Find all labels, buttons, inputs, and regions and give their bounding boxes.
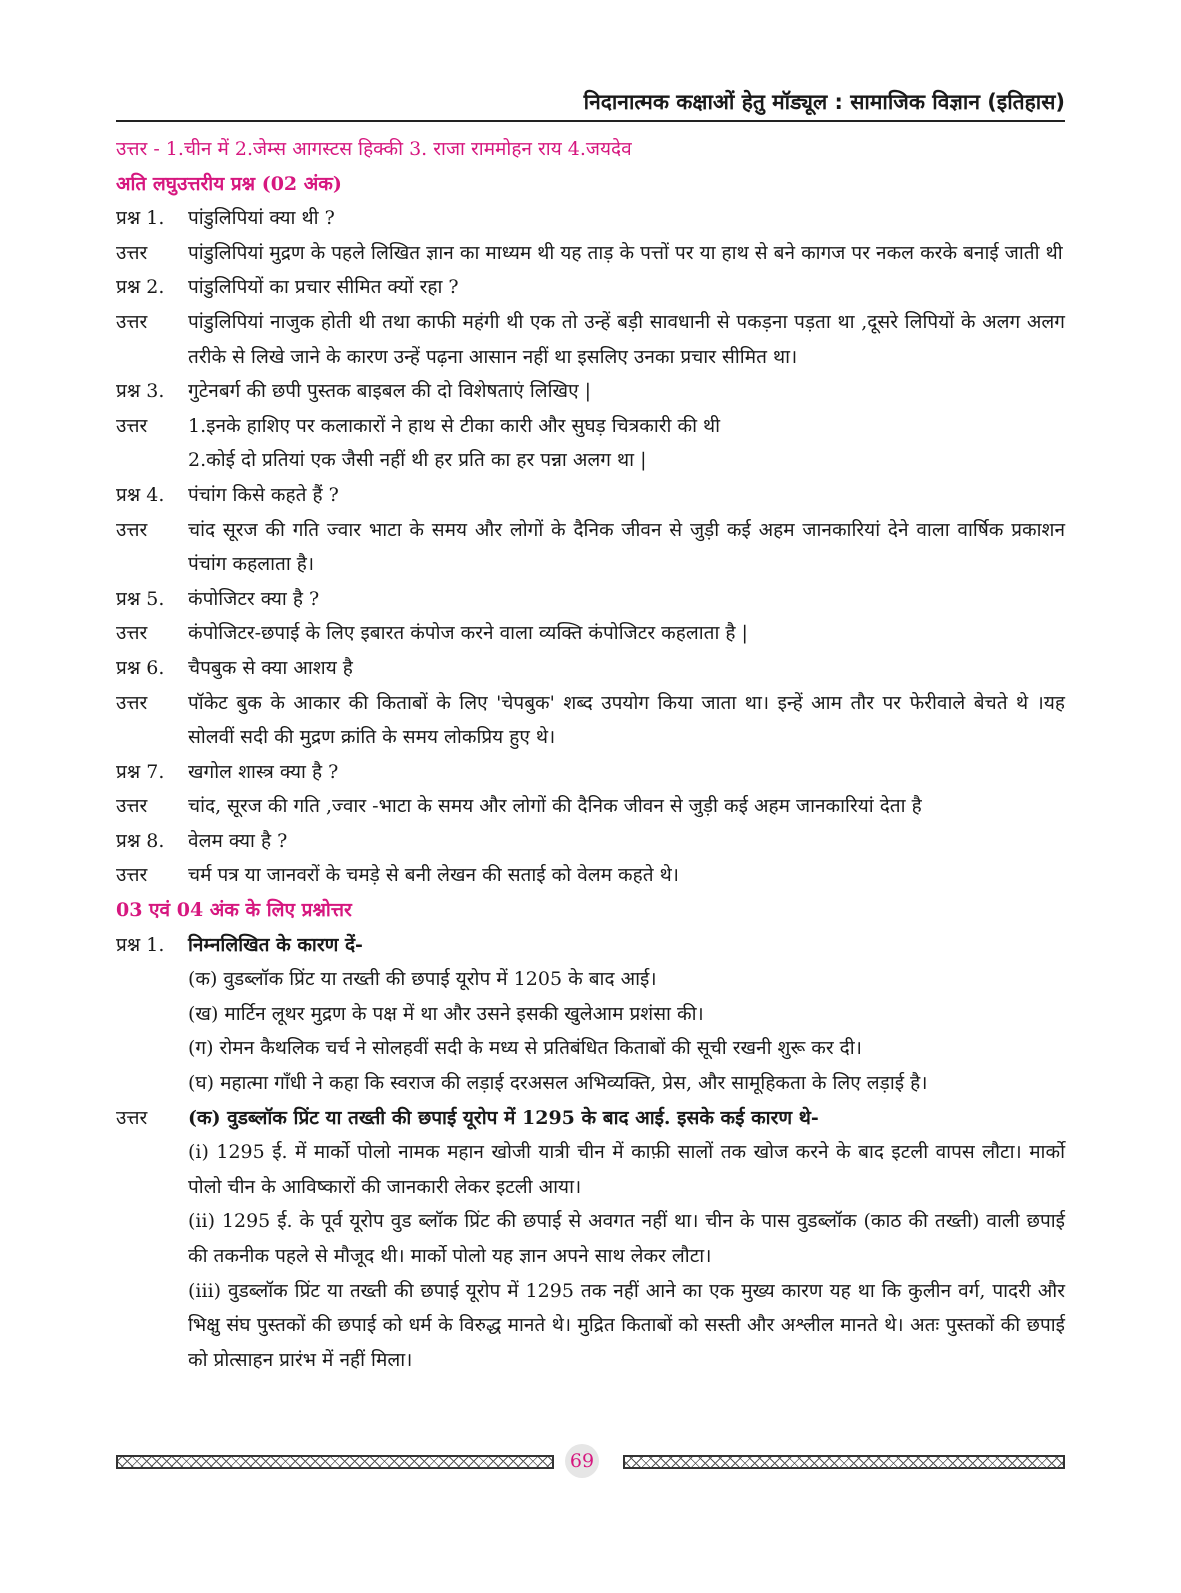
question-text: वेलम क्या है ?	[188, 829, 288, 852]
sub-question: (घ) महात्मा गाँधी ने कहा कि स्वराज की लड़ाई दरअसल अभिव्यक्ति, प्रेस, और सामूहिकता के लिए लड़ाई है।	[188, 1072, 928, 1095]
answer-point: (iii) वुडब्लॉक प्रिंट या तख्ती की छपाई यूरोप में 1295 तक नहीं आने का एक मुख्य कारण यह था कि कुलीन वर्ग, पादरी और भिक्षु संघ पुस्तकों की छपाई को धर्म के विरुद्ध मानते थे। मुद्रित किताबों को सस्ती और अश्लील मानते थे। अतः पुस्तकों की छपाई को प्रोत्साहन प्रारंभ में नहीं मिला।	[188, 1279, 1065, 1371]
question-label: प्रश्न 3.	[116, 380, 165, 403]
question-row	[116, 374, 1065, 409]
answer-key: उत्तर - 1.चीन में 2.जेम्स आगस्टस हिक्की 3. राजा राममोहन राय 4.जयदेव	[116, 138, 632, 160]
answer-text: पॉकेट बुक के आकार की किताबों के लिए 'चेपबुक' शब्द उपयोग किया जाता था। इन्हें आम तौर पर फेरीवाले बेचते थे ।यह सोलवीं सदी की मुद्रण क्रांति के समय लोकप्रिय हुए थे।	[188, 691, 1065, 749]
question-row	[116, 651, 1065, 686]
answer-row	[116, 1101, 1065, 1136]
question-row	[116, 755, 1065, 790]
question-label: प्रश्न 4.	[116, 483, 165, 506]
question-row	[116, 928, 1065, 963]
question-label: प्रश्न 8.	[116, 829, 165, 852]
answer-label: उत्तर	[116, 310, 148, 333]
answer-text: चांद सूरज की गति ज्वार भाटा के समय और लोगों के दैनिक जीवन से जुड़ी कई अहम जानकारियां देने वाला वार्षिक प्रकाशन पंचांग कहलाता है।	[188, 518, 1065, 576]
question-row	[116, 478, 1065, 513]
answer-row	[116, 616, 1065, 651]
answer-label: उत्तर	[116, 518, 148, 541]
answer-row	[116, 789, 1065, 824]
answer-point: (i) 1295 ई. में मार्को पोलो नामक महान खोजी यात्री चीन में काफ़ी सालों तक खोज करने के बाद इटली वापस लौटा। मार्को पोलो चीन के आविष्कारों की जानकारी लेकर इटली आया।	[188, 1141, 1065, 1198]
decorative-border-right	[623, 1455, 1065, 1469]
question-text: पंचांग किसे कहते हैं ?	[188, 483, 339, 506]
question-text: गुटेनबर्ग की छपी पुस्तक बाइबल की दो विशेषताएं लिखिए |	[188, 380, 592, 403]
answer-row	[116, 409, 1065, 444]
answer-row	[116, 513, 1065, 582]
question-label: प्रश्न 5.	[116, 587, 165, 610]
answer-label: उत्तर	[116, 622, 148, 645]
page-footer	[116, 1444, 1065, 1484]
sub-question: (ग) रोमन कैथलिक चर्च ने सोलहवीं सदी के मध्य से प्रतिबंधित किताबों की सूची रखनी शुरू कर दी।	[188, 1037, 862, 1060]
question-label: प्रश्न 1.	[116, 207, 165, 230]
question-label: प्रश्न 2.	[116, 276, 165, 299]
sub-question: (ख) मार्टिन लूथर मुद्रण के पक्ष में था और उसने इसकी खुलेआम प्रशंसा की।	[188, 1002, 704, 1025]
answer-text-continued: 2.कोई दो प्रतियां एक जैसी नहीं थी हर प्रति का हर पन्ना अलग था |	[188, 449, 647, 472]
answer-text: पांडुलिपियां मुद्रण के पहले लिखित ज्ञान का माध्यम थी यह ताड़ के पत्तों पर या हाथ से बने कागज पर नकल करके बनाई जाती थी	[188, 241, 1063, 264]
answer-text: पांडुलिपियां नाजुक होती थी तथा काफी महंगी थी एक तो उन्हें बड़ी सावधानी से पकड़ना पड़ता था ,दूसरे लिपियों के अलग अलग तरीके से लिखे जाने के कारण उन्हें पढ़ना आसान नहीं था इसलिए उनका प्रचार सीमित था।	[188, 310, 1065, 368]
answer-text: चर्म पत्र या जानवरों के चमड़े से बनी लेखन की सताई को वेलम कहते थे।	[188, 864, 679, 887]
answer-label: उत्तर	[116, 691, 148, 714]
section-heading-very-short: अति लघुउत्तरीय प्रश्न (02 अंक)	[116, 172, 342, 195]
answer-text: कंपोजिटर-छपाई के लिए इबारत कंपोज करने वाला व्यक्ति कंपोजिटर कहलाता है |	[188, 622, 748, 645]
question-text: चैपबुक से क्या आशय है	[188, 656, 353, 679]
sub-question: (क) वुडब्लॉक प्रिंट या तख्ती की छपाई यूरोप में 1205 के बाद आई।	[188, 968, 657, 991]
answer-label: उत्तर	[116, 414, 148, 437]
page-content	[116, 132, 1065, 1377]
answer-text: 1.इनके हाशिए पर कलाकारों ने हाथ से टीका कारी और सुघड़ चित्रकारी की थी	[188, 414, 721, 437]
answer-row	[116, 858, 1065, 893]
header-title: निदानात्मक कक्षाओं हेतु मॉड्यूल : सामाजिक विज्ञान (इतिहास)	[583, 90, 1065, 114]
page-header	[116, 84, 1065, 122]
question-row	[116, 582, 1065, 617]
question-row	[116, 270, 1065, 305]
question-label: प्रश्न 1.	[116, 933, 165, 956]
answer-label: उत्तर	[116, 1106, 148, 1129]
question-row	[116, 824, 1065, 859]
section-heading-long: 03 एवं 04 अंक के लिए प्रश्नोत्तर	[116, 899, 352, 922]
decorative-border-left	[116, 1455, 554, 1469]
answer-label: उत्तर	[116, 864, 148, 887]
question-label: प्रश्न 6.	[116, 656, 165, 679]
answer-row	[116, 686, 1065, 755]
question-text: पांडुलिपियां क्या थी ?	[188, 207, 335, 230]
question-text: पांडुलिपियों का प्रचार सीमित क्यों रहा ?	[188, 276, 459, 299]
question-label: प्रश्न 7.	[116, 760, 165, 783]
answer-label: उत्तर	[116, 241, 148, 264]
answer-point: (ii) 1295 ई. के पूर्व यूरोप वुड ब्लॉक प्रिंट की छपाई से अवगत नहीं था। चीन के पास वुडब्लॉक (काठ की तख्ती) वाली छपाई की तकनीक पहले से मौजूद थी। मार्को पोलो यह ज्ञान अपने साथ लेकर लौटा।	[188, 1210, 1065, 1267]
answer-label: उत्तर	[116, 795, 148, 818]
page-number: 69	[565, 1444, 599, 1478]
question-text: खगोल शास्त्र क्या है ?	[188, 760, 339, 783]
answer-row	[116, 236, 1065, 271]
question-text: कंपोजिटर क्या है ?	[188, 587, 320, 610]
question-row	[116, 201, 1065, 236]
answer-text: चांद, सूरज की गति ,ज्वार -भाटा के समय और लोगों की दैनिक जीवन से जुड़ी कई अहम जानकारियां देता है	[188, 795, 922, 818]
answer-heading: (क) वुडब्लॉक प्रिंट या तख्ती की छपाई यूरोप में 1295 के बाद आई. इसके कई कारण थे-	[188, 1106, 819, 1129]
question-text: निम्नलिखित के कारण दें-	[188, 933, 363, 956]
answer-row	[116, 305, 1065, 374]
